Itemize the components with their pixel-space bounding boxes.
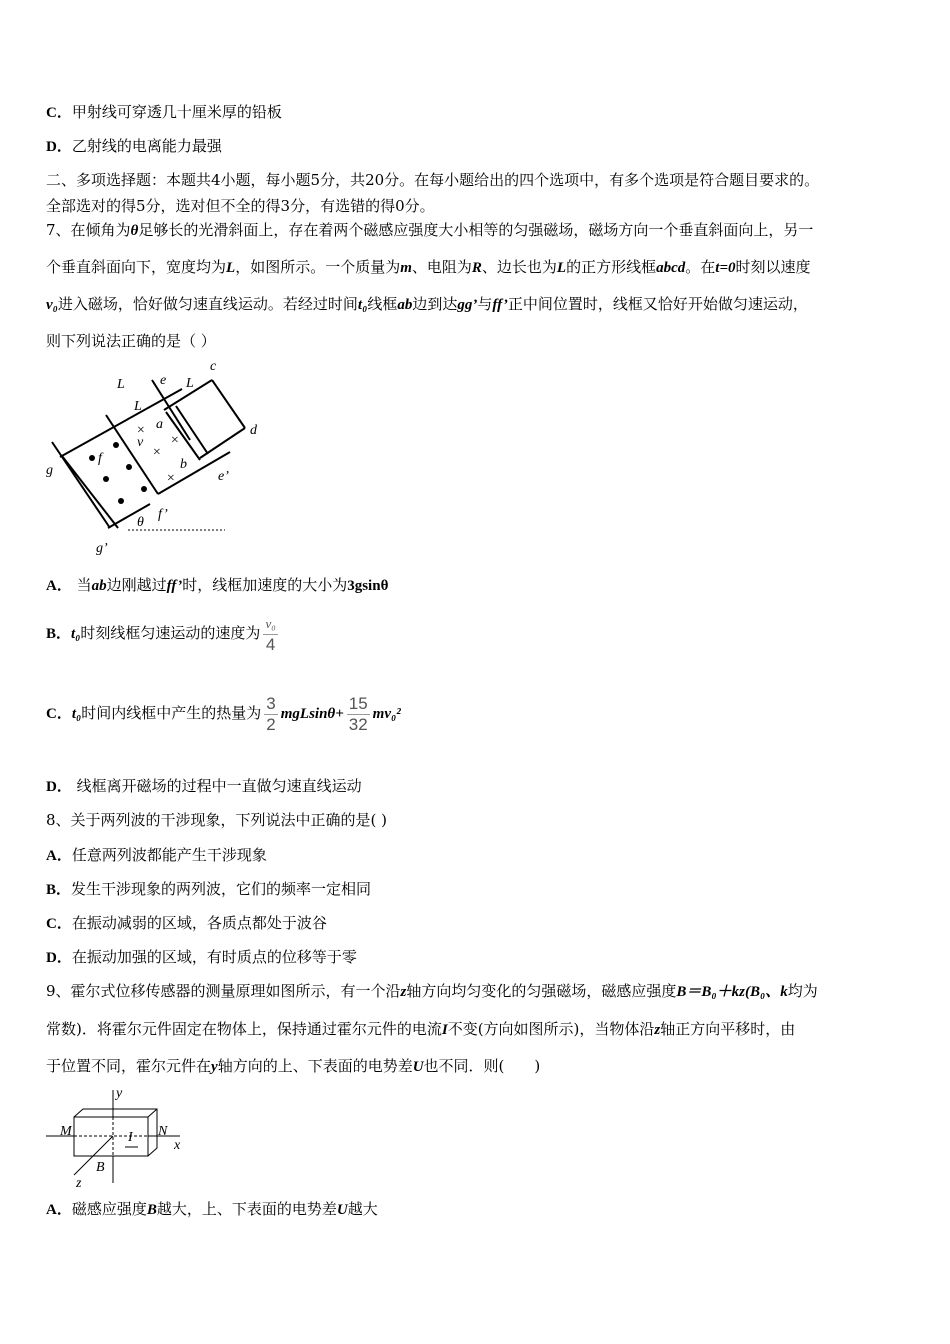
svg-text:×: × [170, 433, 180, 448]
section-heading: 二、多项选择题：本题共4小题，每小题5分，共20分。在每小题给出的四个选项中，有多个选项是符合题目要求的。 [46, 171, 820, 189]
section-heading-2: 全部选对的得5分，选对但不全的得3分，有选错的得0分。 [46, 197, 435, 215]
label-B: B [96, 1160, 105, 1175]
q9-stem-2: 常数)．将霍尔元件固定在物体上，保持通过霍尔元件的电流I不变(方向如图所示)，当物体沿z轴正方向平移时，由 [46, 1020, 796, 1038]
label-c: c [210, 360, 217, 374]
q7-option-d: D． 线框离开磁场的过程中一直做匀速直线运动 [46, 777, 362, 795]
svg-text:×: × [166, 471, 176, 486]
label-b: b [180, 457, 187, 472]
fraction: $\frac{\text{v₀}}{4}$ [265, 615, 276, 654]
label-I: I [128, 1130, 133, 1145]
q9-option-a: A．磁感应强度B越大，上、下表面的电势差U越大 [46, 1200, 378, 1218]
q9-stem-3: 于位置不同，霍尔元件在y轴方向的上、下表面的电势差U也不同．则( ) [46, 1057, 541, 1075]
q8-stem: 8、关于两列波的干涉现象，下列说法中正确的是( ) [46, 811, 388, 829]
label-M: M [60, 1124, 72, 1139]
q8-option-c: C．在振动减弱的区域，各质点都处于波谷 [46, 914, 327, 932]
label-e: e [160, 373, 167, 388]
label-L: L [134, 399, 142, 414]
prev-option-c: C．甲射线可穿透几十厘米厚的铅板 [46, 103, 282, 121]
prev-option-d: D．乙射线的电离能力最强 [46, 137, 222, 155]
fraction: $\frac{15}{32}$ [348, 693, 368, 734]
q7-option-a: A． 当ab边刚越过ff’时，线框加速度的大小为3gsinθ [46, 576, 389, 594]
label-theta: θ [137, 515, 144, 530]
q7-stem-1: 7、在倾角为θ足够长的光滑斜面上，存在着两个磁感应强度大小相等的匀强磁场，磁场方向一个垂直斜面向上，另一 [46, 221, 814, 239]
q7-stem-3: v₀进入磁场，恰好做匀速直线运动。若经过时间t₀线框ab边到达gg’与ff’正中间位置时，线框又恰好开始做匀速运动， [46, 295, 808, 313]
q7-stem-2: 个垂直斜面向下，宽度均为L，如图所示。一个质量为m、电阻为R、边长也为L的正方形线框abcd。在t=0时刻以速度 [46, 258, 811, 276]
q8-option-d: D．在振动加强的区域，有时质点的位移等于零 [46, 948, 357, 966]
svg-text:×: × [136, 423, 146, 438]
label-N: N [158, 1124, 168, 1139]
q8-option-a: A．任意两列波都能产生干涉现象 [46, 846, 267, 864]
label-d: d [250, 423, 257, 438]
q7-figure [40, 360, 280, 560]
axis-y-label: y [116, 1086, 123, 1101]
label-g: g [46, 463, 53, 478]
q8-option-b: B．发生干涉现象的两列波，它们的频率一定相同 [46, 880, 372, 898]
q7-stem-4: 则下列说法正确的是（ ） [46, 332, 216, 350]
label-L: L [186, 376, 194, 391]
label-f2: f’ [158, 507, 168, 522]
axis-z-label: z [76, 1176, 82, 1190]
q7-option-b: B．t₀时刻线框匀速运动的速度为 $\frac{\text{v₀}}{4}$ [46, 615, 276, 654]
svg-text:×: × [152, 445, 162, 460]
label-L: L [117, 377, 125, 392]
q9-stem-1: 9、霍尔式位移传感器的测量原理如图所示，有一个沿z轴方向均匀变化的匀强磁场，磁感应强度B＝B₀＋kz(B₀、k均为 [46, 982, 818, 1000]
q9-figure [40, 1085, 190, 1190]
q7-option-c: C．t₀时间内线框中产生的热量为 $\frac{3}{2}$ mgLsinθ+ $\frac{15}{32}$ mv₀² [46, 693, 401, 734]
label-f: f [98, 451, 102, 466]
label-g2: g’ [96, 541, 108, 556]
fraction: $\frac{3}{2}$ [266, 693, 276, 734]
label-a: a [156, 417, 163, 432]
label-e2: e’ [218, 469, 229, 484]
axis-x-label: x [174, 1138, 181, 1153]
label-v: v [137, 435, 144, 450]
